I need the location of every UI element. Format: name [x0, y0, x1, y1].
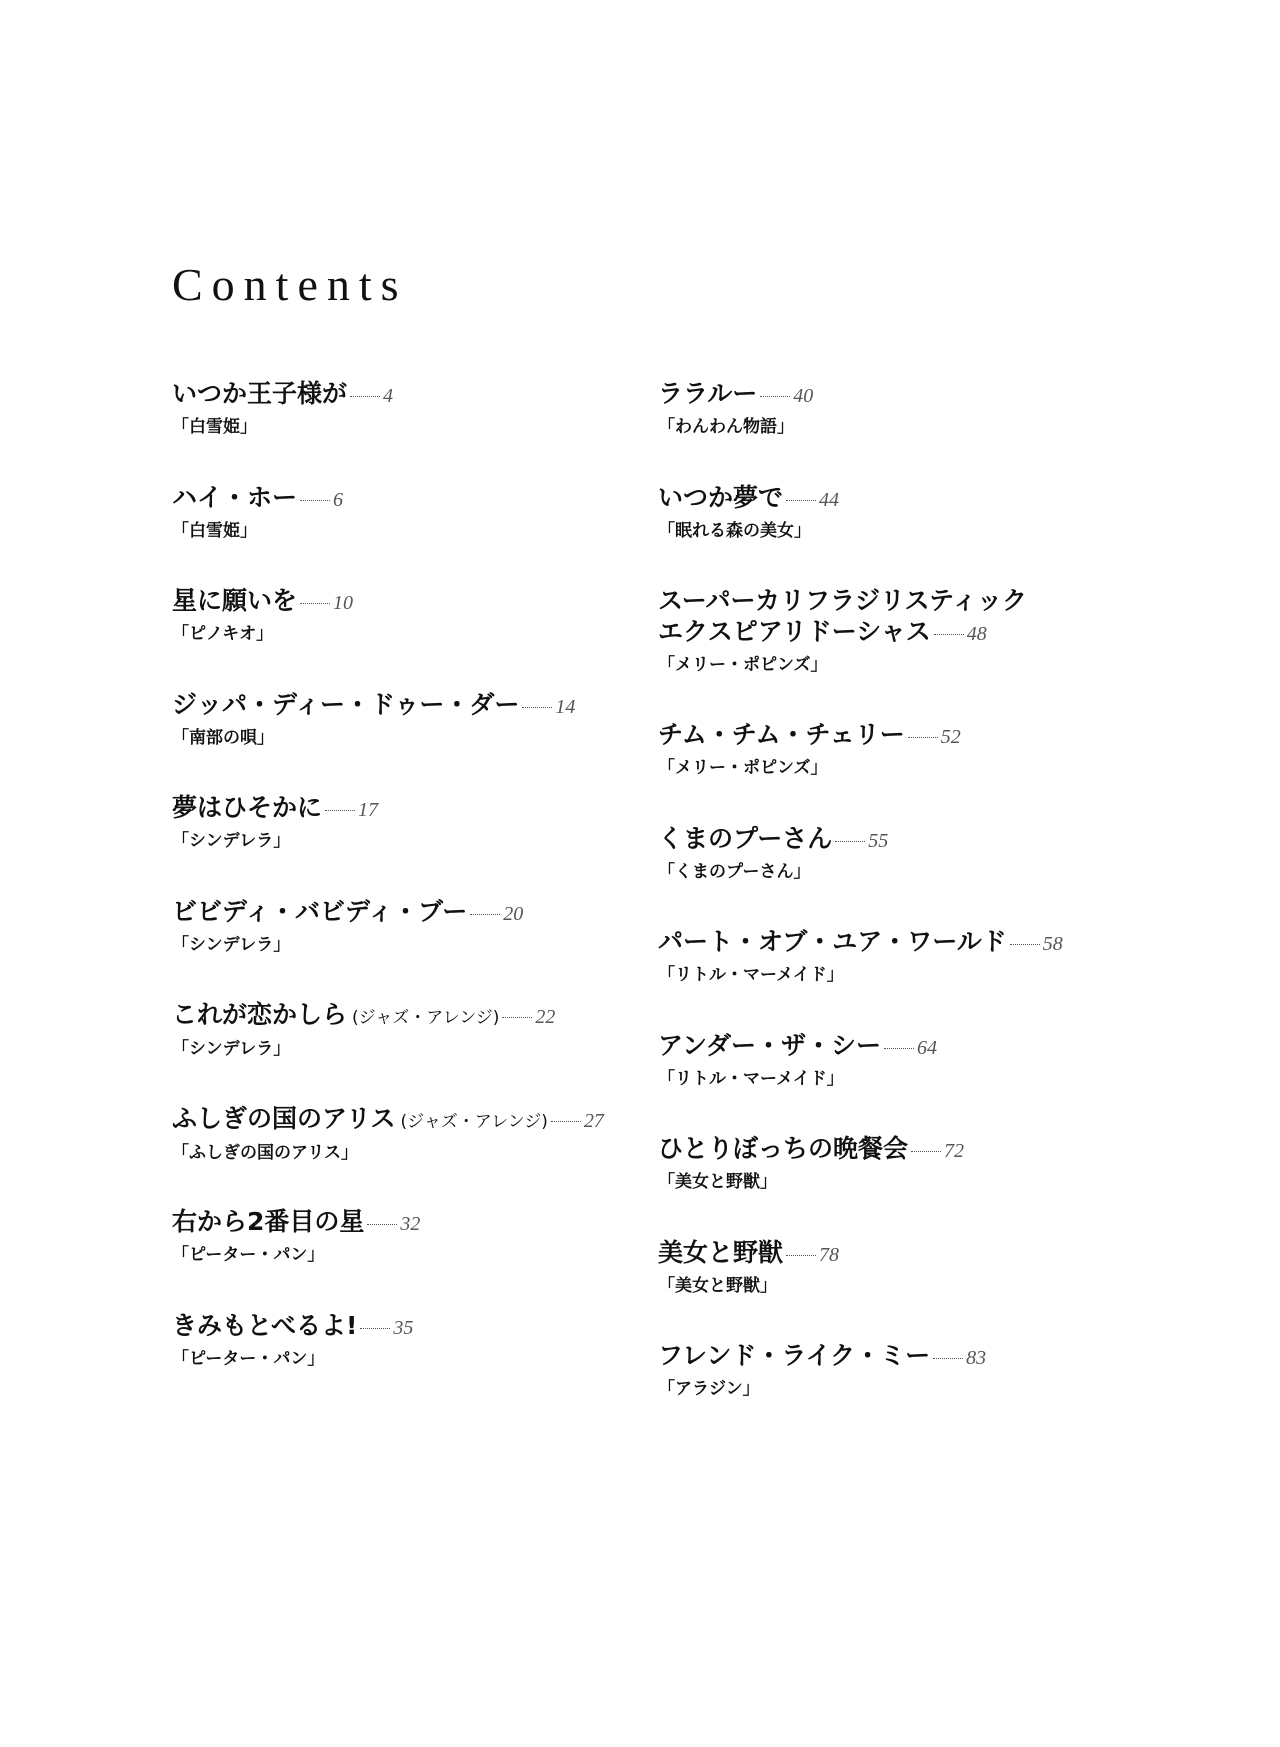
song-title: きみもとべるよ!: [172, 1310, 358, 1340]
dotted-leader: [884, 1048, 914, 1049]
toc-entry[interactable]: [658, 585, 1108, 719]
toc-entry[interactable]: [172, 1206, 622, 1310]
toc-title-line: [172, 585, 622, 619]
toc-title-line: [658, 1237, 1108, 1271]
toc-title-line: [658, 926, 1108, 960]
toc-entry[interactable]: [172, 896, 622, 1000]
song-title: いつか夢で: [658, 482, 784, 512]
toc-title-line: [172, 896, 622, 930]
dotted-leader: [760, 396, 790, 397]
dotted-leader: [325, 810, 355, 811]
song-title: 美女と野獣: [658, 1237, 784, 1267]
song-title: チム・チム・チェリー: [658, 720, 905, 749]
dotted-leader: [933, 1358, 963, 1359]
source-film: 「ピーター・パン」: [172, 1348, 325, 1369]
page-number: 58: [1042, 933, 1063, 955]
page-number: 22: [535, 1006, 556, 1028]
toc-entry[interactable]: [658, 1133, 1108, 1237]
dotted-leader: [551, 1121, 581, 1122]
dotted-leader: [470, 914, 500, 915]
source-film: 「わんわん物語」: [658, 417, 794, 437]
song-title: ふしぎの国のアリス: [172, 1103, 396, 1133]
page-number: 10: [333, 592, 354, 614]
toc-entry[interactable]: [658, 1030, 1108, 1134]
dotted-leader: [908, 737, 938, 738]
dotted-leader: [522, 707, 552, 708]
song-title: ビビディ・バビディ・ブー: [172, 896, 468, 926]
source-film: 「アラジン」: [658, 1379, 760, 1399]
page-number: 17: [358, 799, 379, 821]
toc-title-line: [658, 823, 1108, 857]
source-film: 「眠れる森の美女」: [658, 520, 811, 541]
toc-title-line: [658, 719, 1108, 753]
song-title: ひとりぼっちの晩餐会: [658, 1134, 909, 1163]
toc-title-line: [658, 378, 1108, 412]
source-film: 「美女と野獣」: [658, 1172, 777, 1192]
toc-title-line: [172, 378, 622, 412]
page-number: 64: [917, 1036, 938, 1059]
song-title: ララルー: [658, 379, 758, 408]
source-film: 「白雪姫」: [172, 417, 257, 437]
source-film: 「リトル・マーメイド」: [658, 1068, 844, 1089]
song-title: 夢はひそかに: [172, 793, 323, 822]
dotted-leader: [367, 1224, 397, 1225]
dotted-leader: [1010, 944, 1040, 945]
page-number: 6: [333, 488, 344, 511]
toc-entry[interactable]: [658, 823, 1108, 927]
page-number: 35: [393, 1316, 414, 1339]
dotted-leader: [786, 1255, 816, 1256]
toc-entry[interactable]: [658, 719, 1108, 823]
toc-title-line: [172, 1310, 622, 1344]
song-title: いつか王子様が: [172, 379, 348, 408]
source-film: 「メリー・ポピンズ」: [658, 758, 828, 778]
source-film: 「ピノキオ」: [172, 624, 274, 644]
source-film: 「ふしぎの国のアリス」: [172, 1142, 358, 1163]
toc-title-line: [172, 999, 622, 1034]
toc-entry[interactable]: [172, 1310, 622, 1414]
dotted-leader: [300, 500, 330, 501]
song-title: 右から2番目の星: [172, 1207, 365, 1236]
page-number: 44: [819, 488, 840, 511]
page-number: 48: [966, 623, 987, 645]
song-title: 星に願いを: [172, 586, 298, 615]
song-title: パート・オブ・ユア・ワールド: [658, 927, 1007, 956]
toc-entry[interactable]: [658, 926, 1108, 1030]
source-film: 「南部の唄」: [172, 727, 274, 748]
dotted-leader: [350, 396, 380, 397]
toc-entry[interactable]: [172, 999, 622, 1103]
source-film: 「リトル・マーメイド」: [658, 965, 844, 985]
source-film: 「シンデレラ」: [172, 1039, 291, 1059]
source-film: 「くまのプーさん」: [658, 861, 811, 882]
song-title: これが恋かしら: [172, 1000, 348, 1029]
page-number: 20: [503, 902, 524, 925]
page-number: 55: [868, 829, 889, 852]
page-number: 32: [400, 1213, 421, 1235]
contents-heading: Contents: [172, 259, 408, 310]
source-film: 「シンデレラ」: [172, 934, 291, 955]
dotted-leader: [911, 1151, 941, 1152]
song-title: エクスピアリドーシャス: [658, 617, 931, 646]
page-number: 14: [555, 695, 576, 718]
toc-entry[interactable]: [172, 482, 622, 586]
arrangement-note: (ジャズ・アレンジ): [352, 1008, 500, 1028]
page-number: 72: [944, 1140, 965, 1162]
song-title: ハイ・ホー: [172, 482, 298, 512]
toc-entry[interactable]: [658, 1340, 1108, 1444]
source-film: 「白雪姫」: [172, 520, 257, 541]
dotted-leader: [835, 841, 865, 842]
toc-title-line: [172, 1206, 622, 1240]
song-title: くまのプーさん: [658, 823, 833, 853]
source-film: 「メリー・ポピンズ」: [658, 655, 828, 675]
page-number: 52: [940, 726, 961, 748]
song-title: ジッパ・ディー・ドゥー・ダー: [172, 689, 520, 719]
dotted-leader: [360, 1328, 390, 1329]
dotted-leader: [300, 603, 330, 604]
toc-title-line: [172, 689, 622, 723]
source-film: 「ピーター・パン」: [172, 1245, 325, 1265]
source-film: 「シンデレラ」: [172, 831, 291, 851]
toc-entry[interactable]: [172, 1103, 622, 1207]
page-number: 78: [819, 1243, 840, 1266]
toc-title-line: [658, 616, 1108, 650]
toc-entry[interactable]: [172, 585, 622, 689]
song-title: フレンド・ライク・ミー: [658, 1341, 931, 1370]
toc-entry[interactable]: [172, 378, 622, 482]
toc-entry[interactable]: [172, 792, 622, 896]
arrangement-note: (ジャズ・アレンジ): [400, 1111, 548, 1132]
toc-title-line: [172, 792, 622, 826]
toc-title-line: [658, 1340, 1108, 1374]
page-number: 40: [793, 385, 814, 407]
toc-entry[interactable]: [658, 378, 1108, 482]
toc-title-line: [172, 1103, 622, 1138]
toc-entry[interactable]: [658, 1237, 1108, 1341]
page-number: 27: [583, 1109, 604, 1132]
source-film: 「美女と野獣」: [658, 1275, 777, 1296]
dotted-leader: [502, 1017, 532, 1018]
toc-right-column: [658, 378, 1108, 1444]
page-number: 4: [383, 385, 394, 407]
toc-title-line: [658, 482, 1108, 516]
song-title: アンダー・ザ・シー: [658, 1030, 882, 1060]
toc-left-column: [172, 378, 622, 1413]
toc-entry[interactable]: [658, 482, 1108, 586]
toc-title-line: [658, 1133, 1108, 1167]
dotted-leader: [934, 634, 964, 635]
toc-entry[interactable]: [172, 689, 622, 793]
dotted-leader: [786, 500, 816, 501]
song-title-line-1: スーパーカリフラジリスティック: [658, 586, 1028, 615]
page-number: 83: [966, 1347, 987, 1369]
toc-title-line: [658, 1030, 1108, 1064]
toc-title-line: [172, 482, 622, 516]
